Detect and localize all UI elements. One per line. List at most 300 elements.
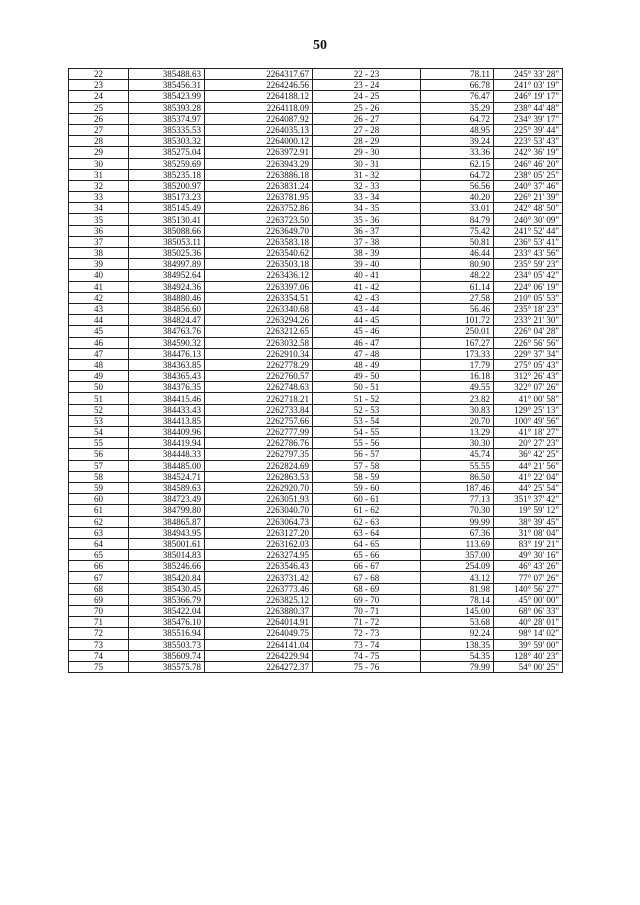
point-number-cell: 61 [69,505,129,516]
table-row [69,628,563,639]
direction-angle-cell: 49° 30' 16" [494,550,563,561]
segment-cell: 52 - 53 [313,404,421,415]
segment-length-cell: 39.24 [421,136,494,147]
y-coordinate-cell: 2263436.12 [205,270,313,281]
point-number-cell: 59 [69,482,129,493]
point-number-cell: 50 [69,382,129,393]
point-number-cell: 37 [69,236,129,247]
segment-cell: 33 - 34 [313,192,421,203]
y-coordinate-cell: 2263880.37 [205,606,313,617]
direction-angle-cell: 140° 56' 27" [494,583,563,594]
y-coordinate-cell: 2264000.12 [205,136,313,147]
x-coordinate-cell: 385476.10 [129,617,205,628]
segment-length-cell: 23.82 [421,393,494,404]
point-number-cell: 42 [69,292,129,303]
y-coordinate-cell: 2263546.43 [205,561,313,572]
x-coordinate-cell: 385366.79 [129,594,205,605]
table-row [69,315,563,326]
table-row [69,527,563,538]
segment-length-cell: 33.01 [421,203,494,214]
segment-cell: 49 - 50 [313,371,421,382]
point-number-cell: 68 [69,583,129,594]
point-number-cell: 52 [69,404,129,415]
x-coordinate-cell: 384376.35 [129,382,205,393]
y-coordinate-cell: 2263354.51 [205,292,313,303]
y-coordinate-cell: 2262910.34 [205,348,313,359]
x-coordinate-cell: 384824.47 [129,315,205,326]
table-row [69,169,563,180]
table-row [69,594,563,605]
segment-length-cell: 78.11 [421,69,494,80]
table-row [69,650,563,661]
y-coordinate-cell: 2262778.29 [205,359,313,370]
segment-cell: 62 - 63 [313,516,421,527]
segment-length-cell: 76.47 [421,91,494,102]
segment-cell: 64 - 65 [313,538,421,549]
y-coordinate-cell: 2264035.13 [205,124,313,135]
table-row [69,113,563,124]
y-coordinate-cell: 2262863.53 [205,471,313,482]
segment-cell: 67 - 68 [313,572,421,583]
segment-cell: 66 - 67 [313,561,421,572]
direction-angle-cell: 233° 21' 30" [494,315,563,326]
point-number-cell: 33 [69,192,129,203]
direction-angle-cell: 41° 18' 27" [494,427,563,438]
y-coordinate-cell: 2263723.50 [205,214,313,225]
point-number-cell: 70 [69,606,129,617]
x-coordinate-cell: 384590.32 [129,337,205,348]
direction-angle-cell: 226° 21' 39" [494,192,563,203]
direction-angle-cell: 98° 14' 02" [494,628,563,639]
segment-length-cell: 80.90 [421,259,494,270]
segment-length-cell: 67.36 [421,527,494,538]
segment-length-cell: 30.30 [421,438,494,449]
y-coordinate-cell: 2263583.18 [205,236,313,247]
segment-cell: 75 - 76 [313,661,421,672]
segment-cell: 42 - 43 [313,292,421,303]
y-coordinate-cell: 2262797.35 [205,449,313,460]
point-number-cell: 31 [69,169,129,180]
direction-angle-cell: 240° 30' 09" [494,214,563,225]
table-row [69,259,563,270]
table-row [69,505,563,516]
y-coordinate-cell: 2263040.70 [205,505,313,516]
segment-length-cell: 84.79 [421,214,494,225]
segment-cell: 25 - 26 [313,102,421,113]
point-number-cell: 58 [69,471,129,482]
point-number-cell: 66 [69,561,129,572]
segment-length-cell: 53.68 [421,617,494,628]
direction-angle-cell: 128° 40' 23" [494,650,563,661]
segment-cell: 68 - 69 [313,583,421,594]
table-row [69,550,563,561]
x-coordinate-cell: 384943.95 [129,527,205,538]
segment-cell: 65 - 66 [313,550,421,561]
x-coordinate-cell: 385001.61 [129,538,205,549]
segment-cell: 24 - 25 [313,91,421,102]
segment-cell: 54 - 55 [313,427,421,438]
y-coordinate-cell: 2263831.24 [205,180,313,191]
segment-length-cell: 78.14 [421,594,494,605]
x-coordinate-cell: 385430.45 [129,583,205,594]
table-row [69,427,563,438]
segment-cell: 44 - 45 [313,315,421,326]
point-number-cell: 41 [69,281,129,292]
table-row [69,538,563,549]
y-coordinate-cell: 2263943.29 [205,158,313,169]
direction-angle-cell: 241° 03' 19" [494,80,563,91]
direction-angle-cell: 54° 00' 25" [494,661,563,672]
x-coordinate-cell: 384413.85 [129,415,205,426]
segment-length-cell: 49.55 [421,382,494,393]
table-row [69,158,563,169]
table-row [69,572,563,583]
table-row [69,583,563,594]
y-coordinate-cell: 2263781.95 [205,192,313,203]
x-coordinate-cell: 384723.49 [129,494,205,505]
segment-cell: 50 - 51 [313,382,421,393]
segment-length-cell: 48.95 [421,124,494,135]
x-coordinate-cell: 385130.41 [129,214,205,225]
segment-cell: 56 - 57 [313,449,421,460]
segment-cell: 41 - 42 [313,281,421,292]
direction-angle-cell: 44° 21' 56" [494,460,563,471]
point-number-cell: 34 [69,203,129,214]
x-coordinate-cell: 385423.99 [129,91,205,102]
y-coordinate-cell: 2264141.04 [205,639,313,650]
x-coordinate-cell: 385145.49 [129,203,205,214]
point-number-cell: 23 [69,80,129,91]
y-coordinate-cell: 2263397.06 [205,281,313,292]
x-coordinate-cell: 385275.04 [129,147,205,158]
direction-angle-cell: 238° 05' 25" [494,169,563,180]
segment-length-cell: 43.12 [421,572,494,583]
y-coordinate-cell: 2263886.18 [205,169,313,180]
point-number-cell: 38 [69,248,129,259]
segment-cell: 73 - 74 [313,639,421,650]
table-row [69,382,563,393]
table-row [69,494,563,505]
x-coordinate-cell: 384880.46 [129,292,205,303]
table-row [69,147,563,158]
x-coordinate-cell: 384856.60 [129,303,205,314]
x-coordinate-cell: 384476.13 [129,348,205,359]
segment-length-cell: 33.36 [421,147,494,158]
y-coordinate-cell: 2263773.46 [205,583,313,594]
segment-cell: 60 - 61 [313,494,421,505]
direction-angle-cell: 351° 37' 42" [494,494,563,505]
segment-cell: 53 - 54 [313,415,421,426]
table-row [69,404,563,415]
segment-cell: 34 - 35 [313,203,421,214]
segment-cell: 69 - 70 [313,594,421,605]
table-row [69,348,563,359]
x-coordinate-cell: 385014.83 [129,550,205,561]
direction-angle-cell: 46° 43' 26" [494,561,563,572]
segment-length-cell: 45.74 [421,449,494,460]
y-coordinate-cell: 2263212.65 [205,326,313,337]
direction-angle-cell: 246° 46' 20" [494,158,563,169]
table-row [69,639,563,650]
direction-angle-cell: 275° 05' 43" [494,359,563,370]
direction-angle-cell: 225° 39' 44" [494,124,563,135]
point-number-cell: 56 [69,449,129,460]
y-coordinate-cell: 2263540.62 [205,248,313,259]
y-coordinate-cell: 2262748.63 [205,382,313,393]
table-row [69,102,563,113]
point-number-cell: 53 [69,415,129,426]
segment-length-cell: 70.30 [421,505,494,516]
direction-angle-cell: 100° 49' 56" [494,415,563,426]
table-row [69,337,563,348]
y-coordinate-cell: 2262718.21 [205,393,313,404]
table-row [69,236,563,247]
table-row [69,225,563,236]
point-number-cell: 25 [69,102,129,113]
coordinates-table-body [69,69,563,673]
y-coordinate-cell: 2264229.94 [205,650,313,661]
point-number-cell: 62 [69,516,129,527]
point-number-cell: 75 [69,661,129,672]
x-coordinate-cell: 384952.64 [129,270,205,281]
point-number-cell: 64 [69,538,129,549]
y-coordinate-cell: 2263274.95 [205,550,313,561]
point-number-cell: 32 [69,180,129,191]
segment-length-cell: 56.56 [421,180,494,191]
y-coordinate-cell: 2263972.91 [205,147,313,158]
segment-length-cell: 101.72 [421,315,494,326]
y-coordinate-cell: 2264188.12 [205,91,313,102]
direction-angle-cell: 246° 19' 17" [494,91,563,102]
y-coordinate-cell: 2264087.92 [205,113,313,124]
y-coordinate-cell: 2263162.03 [205,538,313,549]
direction-angle-cell: 241° 52' 44" [494,225,563,236]
point-number-cell: 65 [69,550,129,561]
direction-angle-cell: 322° 07' 26" [494,382,563,393]
segment-length-cell: 40.20 [421,192,494,203]
point-number-cell: 55 [69,438,129,449]
x-coordinate-cell: 385420.84 [129,572,205,583]
table-row [69,460,563,471]
segment-length-cell: 46.44 [421,248,494,259]
segment-cell: 51 - 52 [313,393,421,404]
x-coordinate-cell: 385053.11 [129,236,205,247]
x-coordinate-cell: 385303.32 [129,136,205,147]
segment-cell: 48 - 49 [313,359,421,370]
y-coordinate-cell: 2262920.70 [205,482,313,493]
point-number-cell: 69 [69,594,129,605]
point-number-cell: 26 [69,113,129,124]
y-coordinate-cell: 2263752.86 [205,203,313,214]
segment-length-cell: 357.00 [421,550,494,561]
segment-length-cell: 145.00 [421,606,494,617]
segment-length-cell: 55.55 [421,460,494,471]
segment-cell: 39 - 40 [313,259,421,270]
direction-angle-cell: 234° 05' 42" [494,270,563,281]
direction-angle-cell: 224° 06' 19" [494,281,563,292]
segment-length-cell: 13.29 [421,427,494,438]
segment-cell: 58 - 59 [313,471,421,482]
direction-angle-cell: 223° 53' 43" [494,136,563,147]
x-coordinate-cell: 385088.66 [129,225,205,236]
segment-length-cell: 62.15 [421,158,494,169]
segment-cell: 22 - 23 [313,69,421,80]
point-number-cell: 57 [69,460,129,471]
direction-angle-cell: 41° 00' 58" [494,393,563,404]
point-number-cell: 74 [69,650,129,661]
table-row [69,438,563,449]
x-coordinate-cell: 384865.87 [129,516,205,527]
point-number-cell: 39 [69,259,129,270]
direction-angle-cell: 39° 59' 00" [494,639,563,650]
segment-cell: 35 - 36 [313,214,421,225]
segment-length-cell: 16.18 [421,371,494,382]
segment-cell: 47 - 48 [313,348,421,359]
page-number: 50 [313,38,327,53]
direction-angle-cell: 240° 37' 46" [494,180,563,191]
x-coordinate-cell: 385422.04 [129,606,205,617]
direction-angle-cell: 226° 04' 28" [494,326,563,337]
x-coordinate-cell: 385200.97 [129,180,205,191]
direction-angle-cell: 38° 39' 45" [494,516,563,527]
segment-length-cell: 54.35 [421,650,494,661]
segment-cell: 59 - 60 [313,482,421,493]
point-number-cell: 73 [69,639,129,650]
table-row [69,326,563,337]
segment-length-cell: 99.99 [421,516,494,527]
table-row [69,69,563,80]
direction-angle-cell: 40° 28' 01" [494,617,563,628]
point-number-cell: 60 [69,494,129,505]
x-coordinate-cell: 385609.74 [129,650,205,661]
table-row [69,371,563,382]
table-row [69,449,563,460]
point-number-cell: 46 [69,337,129,348]
y-coordinate-cell: 2262777.99 [205,427,313,438]
segment-cell: 61 - 62 [313,505,421,516]
direction-angle-cell: 235° 59' 23" [494,259,563,270]
x-coordinate-cell: 384524.71 [129,471,205,482]
y-coordinate-cell: 2262786.76 [205,438,313,449]
x-coordinate-cell: 384589.63 [129,482,205,493]
table-row [69,359,563,370]
direction-angle-cell: 226° 56' 56" [494,337,563,348]
direction-angle-cell: 45° 00' 00" [494,594,563,605]
x-coordinate-cell: 385259.69 [129,158,205,169]
segment-length-cell: 86.50 [421,471,494,482]
x-coordinate-cell: 384485.00 [129,460,205,471]
table-row [69,292,563,303]
table-row [69,393,563,404]
table-row [69,281,563,292]
segment-cell: 45 - 46 [313,326,421,337]
point-number-cell: 22 [69,69,129,80]
segment-length-cell: 173.33 [421,348,494,359]
y-coordinate-cell: 2263127.20 [205,527,313,538]
segment-cell: 40 - 41 [313,270,421,281]
segment-length-cell: 250.01 [421,326,494,337]
direction-angle-cell: 234° 39' 17" [494,113,563,124]
point-number-cell: 45 [69,326,129,337]
point-number-cell: 47 [69,348,129,359]
table-row [69,482,563,493]
y-coordinate-cell: 2262824.69 [205,460,313,471]
table-row [69,214,563,225]
segment-cell: 55 - 56 [313,438,421,449]
point-number-cell: 48 [69,359,129,370]
x-coordinate-cell: 384415.46 [129,393,205,404]
x-coordinate-cell: 384419.94 [129,438,205,449]
segment-cell: 63 - 64 [313,527,421,538]
segment-length-cell: 113.69 [421,538,494,549]
table-row [69,415,563,426]
table-row [69,180,563,191]
segment-length-cell: 61.14 [421,281,494,292]
segment-length-cell: 79.99 [421,661,494,672]
segment-length-cell: 187.46 [421,482,494,493]
segment-length-cell: 75.42 [421,225,494,236]
x-coordinate-cell: 384997.89 [129,259,205,270]
point-number-cell: 63 [69,527,129,538]
y-coordinate-cell: 2263731.42 [205,572,313,583]
segment-length-cell: 77.13 [421,494,494,505]
x-coordinate-cell: 385575.78 [129,661,205,672]
segment-cell: 38 - 39 [313,248,421,259]
y-coordinate-cell: 2264246.56 [205,80,313,91]
x-coordinate-cell: 385393.28 [129,102,205,113]
x-coordinate-cell: 385374.97 [129,113,205,124]
segment-length-cell: 17.79 [421,359,494,370]
segment-length-cell: 27.58 [421,292,494,303]
direction-angle-cell: 83° 19' 21" [494,538,563,549]
segment-length-cell: 254.09 [421,561,494,572]
y-coordinate-cell: 2264272.37 [205,661,313,672]
y-coordinate-cell: 2263294.26 [205,315,313,326]
point-number-cell: 29 [69,147,129,158]
x-coordinate-cell: 385456.31 [129,80,205,91]
direction-angle-cell: 129° 25' 13" [494,404,563,415]
x-coordinate-cell: 384363.85 [129,359,205,370]
point-number-cell: 72 [69,628,129,639]
x-coordinate-cell: 384433.43 [129,404,205,415]
point-number-cell: 35 [69,214,129,225]
segment-cell: 31 - 32 [313,169,421,180]
segment-cell: 71 - 72 [313,617,421,628]
table-row [69,617,563,628]
direction-angle-cell: 235° 18' 23" [494,303,563,314]
segment-length-cell: 92.24 [421,628,494,639]
table-row [69,203,563,214]
direction-angle-cell: 210° 05' 53" [494,292,563,303]
segment-cell: 43 - 44 [313,303,421,314]
table-row [69,661,563,672]
y-coordinate-cell: 2264317.67 [205,69,313,80]
y-coordinate-cell: 2263825.12 [205,594,313,605]
x-coordinate-cell: 385235.18 [129,169,205,180]
point-number-cell: 67 [69,572,129,583]
segment-cell: 30 - 31 [313,158,421,169]
segment-length-cell: 167.27 [421,337,494,348]
y-coordinate-cell: 2262733.84 [205,404,313,415]
segment-cell: 46 - 47 [313,337,421,348]
y-coordinate-cell: 2263340.68 [205,303,313,314]
point-number-cell: 44 [69,315,129,326]
segment-length-cell: 138.35 [421,639,494,650]
table-row [69,303,563,314]
x-coordinate-cell: 384799.80 [129,505,205,516]
point-number-cell: 27 [69,124,129,135]
table-row [69,270,563,281]
